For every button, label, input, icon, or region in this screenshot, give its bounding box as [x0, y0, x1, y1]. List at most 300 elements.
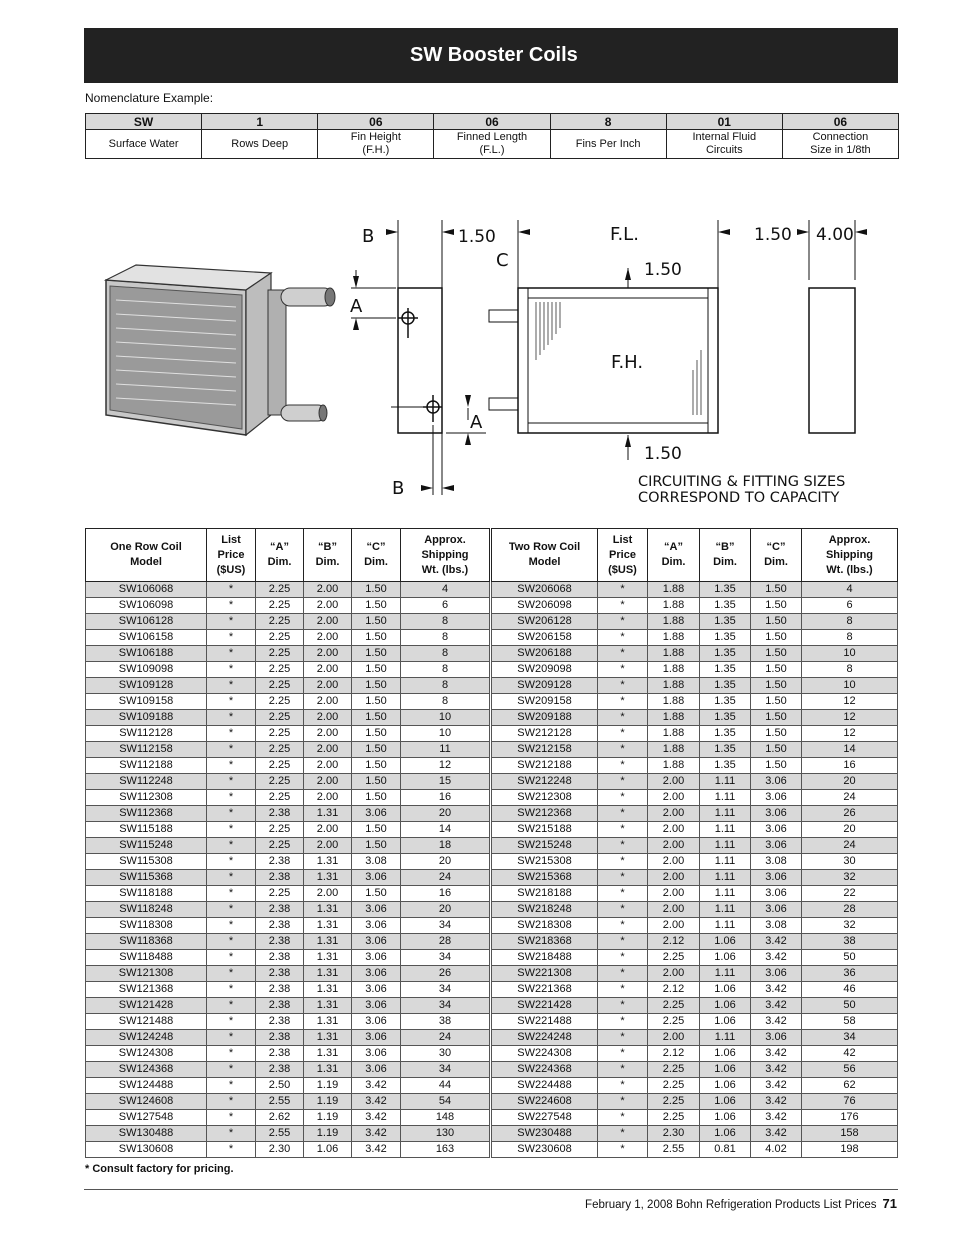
table-cell: 1.31 [304, 902, 352, 918]
note-line1: CIRCUITING & FITTING SIZES [638, 474, 846, 490]
footer-text: February 1, 2008 Bohn Refrigeration Products List Prices [585, 1199, 877, 1211]
table-cell: * [598, 790, 648, 806]
table-cell: 1.31 [304, 854, 352, 870]
table-row [492, 886, 898, 902]
label-a-bottom: A [470, 412, 483, 433]
table-cell: 1.35 [700, 582, 751, 598]
table-cell: 1.06 [700, 1126, 751, 1142]
table-row [86, 934, 490, 950]
table-row [86, 870, 490, 886]
table-cell: SW221488 [492, 1014, 598, 1030]
table-cell: * [207, 1062, 256, 1078]
table-cell: SW206098 [492, 598, 598, 614]
table-cell: 18 [401, 838, 490, 854]
table-cell: * [207, 1142, 256, 1158]
table-cell: 2.38 [256, 902, 304, 918]
table-cell: 2.30 [648, 1126, 700, 1142]
nomenclature-code: 06 [434, 114, 550, 130]
table-cell: 1.50 [751, 678, 802, 694]
table-cell: 1.31 [304, 1046, 352, 1062]
nomenclature-label: Nomenclature Example: [85, 91, 214, 105]
table-cell: 34 [802, 1030, 898, 1046]
table-cell: 3.06 [352, 950, 401, 966]
table-cell: * [598, 710, 648, 726]
table-row [86, 918, 490, 934]
table-row [492, 646, 898, 662]
column-header: Approx. Shipping Wt. (lbs.) [802, 529, 898, 582]
table-cell: 24 [401, 870, 490, 886]
table-cell: SW212158 [492, 742, 598, 758]
table-cell: 14 [401, 822, 490, 838]
table-row [86, 726, 490, 742]
table-row [86, 950, 490, 966]
label-a-top: A [350, 296, 363, 317]
table-cell: * [207, 1094, 256, 1110]
table-cell: SW115188 [86, 822, 207, 838]
table-cell: 4 [401, 582, 490, 598]
one-row-coil-table [85, 528, 490, 1158]
table-cell: SW118308 [86, 918, 207, 934]
label-b-bottom: B [392, 478, 405, 499]
table-cell: * [207, 934, 256, 950]
nomenclature-description: Connection Size in 1/8th [782, 130, 898, 159]
table-cell: 2.00 [648, 870, 700, 886]
table-cell: 3.06 [352, 806, 401, 822]
table-cell: 1.50 [352, 662, 401, 678]
one-row-body [86, 582, 490, 1158]
table-row [492, 694, 898, 710]
table-row [86, 742, 490, 758]
table-cell: 3.06 [751, 902, 802, 918]
table-cell: * [598, 934, 648, 950]
table-cell: * [207, 1110, 256, 1126]
table-row [492, 1046, 898, 1062]
table-row [492, 1126, 898, 1142]
table-cell: 54 [401, 1094, 490, 1110]
table-cell: * [598, 1126, 648, 1142]
table-row [86, 1110, 490, 1126]
table-cell: 24 [802, 790, 898, 806]
table-row [492, 998, 898, 1014]
table-cell: 2.00 [304, 822, 352, 838]
nomenclature-code-row [86, 114, 899, 130]
table-cell: 1.06 [700, 1110, 751, 1126]
table-row [492, 918, 898, 934]
table-cell: 8 [401, 694, 490, 710]
table-cell: 2.50 [256, 1078, 304, 1094]
table-cell: 1.35 [700, 614, 751, 630]
table-cell: 1.88 [648, 662, 700, 678]
table-cell: 20 [401, 854, 490, 870]
table-cell: 3.08 [751, 918, 802, 934]
table-cell: * [207, 822, 256, 838]
table-cell: 10 [802, 646, 898, 662]
table-cell: * [598, 1142, 648, 1158]
table-cell: 62 [802, 1078, 898, 1094]
nomenclature-code: 8 [550, 114, 666, 130]
table-cell: 1.06 [700, 950, 751, 966]
table-cell: 2.55 [256, 1094, 304, 1110]
table-cell: 2.00 [304, 630, 352, 646]
page-title: SW Booster Coils [84, 28, 898, 83]
table-cell: 3.06 [751, 966, 802, 982]
table-row [492, 1094, 898, 1110]
table-cell: 2.00 [304, 646, 352, 662]
table-cell: SW221308 [492, 966, 598, 982]
table-row [492, 678, 898, 694]
table-cell: 3.06 [352, 1062, 401, 1078]
table-row [492, 662, 898, 678]
table-cell: 1.35 [700, 646, 751, 662]
table-cell: 3.06 [352, 918, 401, 934]
table-cell: 2.00 [304, 582, 352, 598]
table-cell: * [207, 870, 256, 886]
table-cell: 2.25 [648, 1078, 700, 1094]
table-cell: * [598, 758, 648, 774]
table-cell: * [207, 646, 256, 662]
table-cell: 3.42 [751, 1126, 802, 1142]
table-cell: 3.06 [352, 982, 401, 998]
table-cell: 16 [401, 790, 490, 806]
table-cell: 2.55 [256, 1126, 304, 1142]
table-cell: * [598, 614, 648, 630]
table-cell: SW206188 [492, 646, 598, 662]
table-cell: SW218188 [492, 886, 598, 902]
table-cell: 2.25 [256, 582, 304, 598]
table-cell: * [598, 598, 648, 614]
table-cell: * [598, 822, 648, 838]
table-cell: * [207, 790, 256, 806]
table-cell: 8 [802, 630, 898, 646]
table-row [492, 822, 898, 838]
column-header: One Row Coil Model [86, 529, 207, 582]
table-cell: SW112158 [86, 742, 207, 758]
nomenclature-table [85, 113, 899, 159]
table-cell: SW212128 [492, 726, 598, 742]
table-cell: 32 [802, 870, 898, 886]
table-row [86, 758, 490, 774]
table-cell: 1.50 [352, 790, 401, 806]
table-cell: 1.35 [700, 598, 751, 614]
table-cell: 1.06 [700, 998, 751, 1014]
table-cell: 28 [401, 934, 490, 950]
table-cell: SW227548 [492, 1110, 598, 1126]
table-cell: SW209188 [492, 710, 598, 726]
table-cell: SW115368 [86, 870, 207, 886]
table-cell: 2.25 [648, 1014, 700, 1030]
table-cell: * [598, 742, 648, 758]
table-cell: 2.25 [256, 838, 304, 854]
table-cell: 2.25 [256, 886, 304, 902]
table-cell: * [598, 1062, 648, 1078]
table-cell: 1.50 [352, 678, 401, 694]
table-cell: 50 [802, 998, 898, 1014]
table-row [492, 790, 898, 806]
table-cell: 1.31 [304, 806, 352, 822]
table-cell: 32 [802, 918, 898, 934]
table-cell: 3.42 [751, 1094, 802, 1110]
table-cell: 3.06 [352, 1014, 401, 1030]
table-cell: 4.02 [751, 1142, 802, 1158]
table-cell: 3.42 [751, 1046, 802, 1062]
table-cell: 3.06 [352, 966, 401, 982]
table-cell: 3.06 [352, 934, 401, 950]
table-cell: 1.31 [304, 982, 352, 998]
table-row [86, 662, 490, 678]
table-cell: 36 [802, 966, 898, 982]
table-cell: 2.00 [648, 966, 700, 982]
table-cell: 1.88 [648, 710, 700, 726]
table-cell: 3.42 [751, 1078, 802, 1094]
nomenclature-code: 01 [666, 114, 782, 130]
table-cell: 1.31 [304, 918, 352, 934]
table-cell: 1.19 [304, 1126, 352, 1142]
table-cell: * [207, 918, 256, 934]
table-cell: 1.35 [700, 726, 751, 742]
table-cell: 1.50 [352, 582, 401, 598]
table-row [86, 902, 490, 918]
label-150-right: 1.50 [754, 225, 792, 245]
table-cell: 1.88 [648, 758, 700, 774]
table-row [492, 710, 898, 726]
table-cell: 3.42 [751, 1062, 802, 1078]
nomenclature-description-row [86, 130, 899, 159]
table-cell: SW218368 [492, 934, 598, 950]
table-cell: 8 [401, 646, 490, 662]
table-cell: 1.50 [352, 838, 401, 854]
table-cell: SW212188 [492, 758, 598, 774]
table-row [492, 774, 898, 790]
two-row-header-row [492, 529, 898, 582]
table-cell: 46 [802, 982, 898, 998]
table-cell: 12 [802, 694, 898, 710]
label-150-mid: 1.50 [644, 260, 682, 280]
table-cell: 3.06 [352, 1030, 401, 1046]
table-cell: 56 [802, 1062, 898, 1078]
table-cell: 12 [802, 710, 898, 726]
table-cell: 1.50 [751, 646, 802, 662]
table-cell: SW206128 [492, 614, 598, 630]
table-cell: 1.50 [352, 694, 401, 710]
table-cell: 3.06 [352, 1046, 401, 1062]
table-cell: 1.11 [700, 854, 751, 870]
table-cell: * [598, 950, 648, 966]
table-cell: * [207, 758, 256, 774]
table-cell: 3.42 [751, 1014, 802, 1030]
nomenclature-description: Rows Deep [202, 130, 318, 159]
table-cell: SW224308 [492, 1046, 598, 1062]
table-cell: 2.38 [256, 1014, 304, 1030]
table-cell: * [598, 774, 648, 790]
table-cell: 2.38 [256, 966, 304, 982]
table-cell: 1.50 [352, 886, 401, 902]
table-cell: * [207, 726, 256, 742]
table-row [492, 806, 898, 822]
table-cell: SW212368 [492, 806, 598, 822]
table-cell: SW124248 [86, 1030, 207, 1046]
table-cell: * [207, 886, 256, 902]
table-cell: SW106128 [86, 614, 207, 630]
table-cell: 20 [401, 902, 490, 918]
table-cell: SW109158 [86, 694, 207, 710]
table-cell: 2.00 [648, 854, 700, 870]
table-cell: SW112308 [86, 790, 207, 806]
table-cell: 2.25 [256, 710, 304, 726]
table-cell: 1.06 [700, 934, 751, 950]
table-cell: 2.25 [256, 662, 304, 678]
table-cell: 2.12 [648, 1046, 700, 1062]
table-cell: * [207, 774, 256, 790]
table-cell: * [598, 694, 648, 710]
table-cell: * [207, 662, 256, 678]
table-cell: 1.11 [700, 966, 751, 982]
table-cell: SW215188 [492, 822, 598, 838]
table-cell: * [598, 806, 648, 822]
table-cell: 1.35 [700, 758, 751, 774]
table-cell: 8 [401, 630, 490, 646]
table-cell: * [598, 662, 648, 678]
table-row [492, 870, 898, 886]
table-cell: 3.06 [751, 1030, 802, 1046]
table-cell: 8 [802, 614, 898, 630]
column-header: Approx. Shipping Wt. (lbs.) [401, 529, 490, 582]
table-cell: 2.38 [256, 934, 304, 950]
table-row [492, 758, 898, 774]
table-row [492, 726, 898, 742]
table-cell: 1.31 [304, 870, 352, 886]
table-cell: 34 [401, 982, 490, 998]
table-row [86, 998, 490, 1014]
table-row [86, 790, 490, 806]
table-cell: * [598, 902, 648, 918]
table-cell: 2.25 [256, 742, 304, 758]
table-cell: SW109128 [86, 678, 207, 694]
table-cell: 3.42 [352, 1110, 401, 1126]
table-cell: * [207, 950, 256, 966]
table-cell: 2.38 [256, 950, 304, 966]
table-cell: 2.00 [304, 614, 352, 630]
dimension-labels [350, 224, 854, 506]
table-cell: * [207, 998, 256, 1014]
table-cell: * [598, 838, 648, 854]
table-cell: 1.31 [304, 998, 352, 1014]
table-cell: SW215308 [492, 854, 598, 870]
table-cell: SW209128 [492, 678, 598, 694]
table-cell: 42 [802, 1046, 898, 1062]
table-cell: 2.25 [256, 694, 304, 710]
table-row [86, 694, 490, 710]
table-cell: 2.00 [304, 726, 352, 742]
table-cell: 1.31 [304, 1030, 352, 1046]
table-cell: SW106098 [86, 598, 207, 614]
coil-diagram [96, 210, 876, 510]
table-cell: * [598, 982, 648, 998]
table-cell: 2.00 [648, 774, 700, 790]
table-cell: 1.11 [700, 902, 751, 918]
table-cell: SW130608 [86, 1142, 207, 1158]
nomenclature-description: Fin Height (F.H.) [318, 130, 434, 159]
table-cell: 1.88 [648, 630, 700, 646]
table-cell: 3.06 [751, 870, 802, 886]
table-row [492, 1142, 898, 1158]
table-cell: SW230608 [492, 1142, 598, 1158]
table-row [492, 1078, 898, 1094]
table-cell: 1.50 [352, 774, 401, 790]
table-cell: 1.50 [352, 646, 401, 662]
table-cell: 24 [802, 838, 898, 854]
label-fh: F.H. [611, 352, 644, 373]
table-row [86, 1062, 490, 1078]
column-header: “A” Dim. [256, 529, 304, 582]
table-cell: 12 [802, 726, 898, 742]
table-cell: * [207, 854, 256, 870]
table-cell: 2.30 [256, 1142, 304, 1158]
page-number: 71 [882, 1196, 897, 1211]
table-row [492, 838, 898, 854]
table-cell: SW206068 [492, 582, 598, 598]
table-cell: 2.25 [648, 1094, 700, 1110]
table-cell: 1.35 [700, 694, 751, 710]
table-cell: 1.06 [700, 1046, 751, 1062]
table-cell: SW218488 [492, 950, 598, 966]
table-cell: 2.25 [648, 998, 700, 1014]
table-cell: 1.88 [648, 646, 700, 662]
table-cell: SW121308 [86, 966, 207, 982]
table-cell: 2.12 [648, 934, 700, 950]
table-cell: 1.19 [304, 1078, 352, 1094]
table-cell: * [207, 710, 256, 726]
table-cell: * [598, 582, 648, 598]
table-cell: 1.50 [352, 758, 401, 774]
table-cell: 1.06 [700, 1062, 751, 1078]
table-cell: 10 [401, 726, 490, 742]
table-cell: 28 [802, 902, 898, 918]
table-cell: * [207, 982, 256, 998]
table-cell: 2.00 [648, 822, 700, 838]
table-cell: 3.42 [352, 1094, 401, 1110]
table-cell: 1.31 [304, 1014, 352, 1030]
table-cell: SW209098 [492, 662, 598, 678]
table-cell: 6 [802, 598, 898, 614]
table-cell: 1.11 [700, 822, 751, 838]
table-cell: 3.42 [352, 1142, 401, 1158]
column-header: “A” Dim. [648, 529, 700, 582]
table-cell: SW218308 [492, 918, 598, 934]
nomenclature-code: 06 [782, 114, 898, 130]
table-row [86, 886, 490, 902]
table-cell: 3.08 [751, 854, 802, 870]
table-cell: SW121368 [86, 982, 207, 998]
table-cell: 198 [802, 1142, 898, 1158]
table-cell: * [598, 726, 648, 742]
table-cell: SW221428 [492, 998, 598, 1014]
label-150-top: 1.50 [458, 227, 496, 247]
table-cell: 2.00 [304, 758, 352, 774]
table-cell: SW109188 [86, 710, 207, 726]
table-cell: * [207, 678, 256, 694]
table-cell: * [598, 630, 648, 646]
one-row-header-row [86, 529, 490, 582]
table-cell: 3.06 [352, 902, 401, 918]
nomenclature-description: Fins Per Inch [550, 130, 666, 159]
table-cell: SW206158 [492, 630, 598, 646]
table-cell: 3.06 [352, 998, 401, 1014]
table-cell: 10 [401, 710, 490, 726]
table-cell: 30 [802, 854, 898, 870]
table-cell: 1.50 [751, 726, 802, 742]
label-150-bottom: 1.50 [644, 444, 682, 464]
table-cell: 3.42 [751, 998, 802, 1014]
